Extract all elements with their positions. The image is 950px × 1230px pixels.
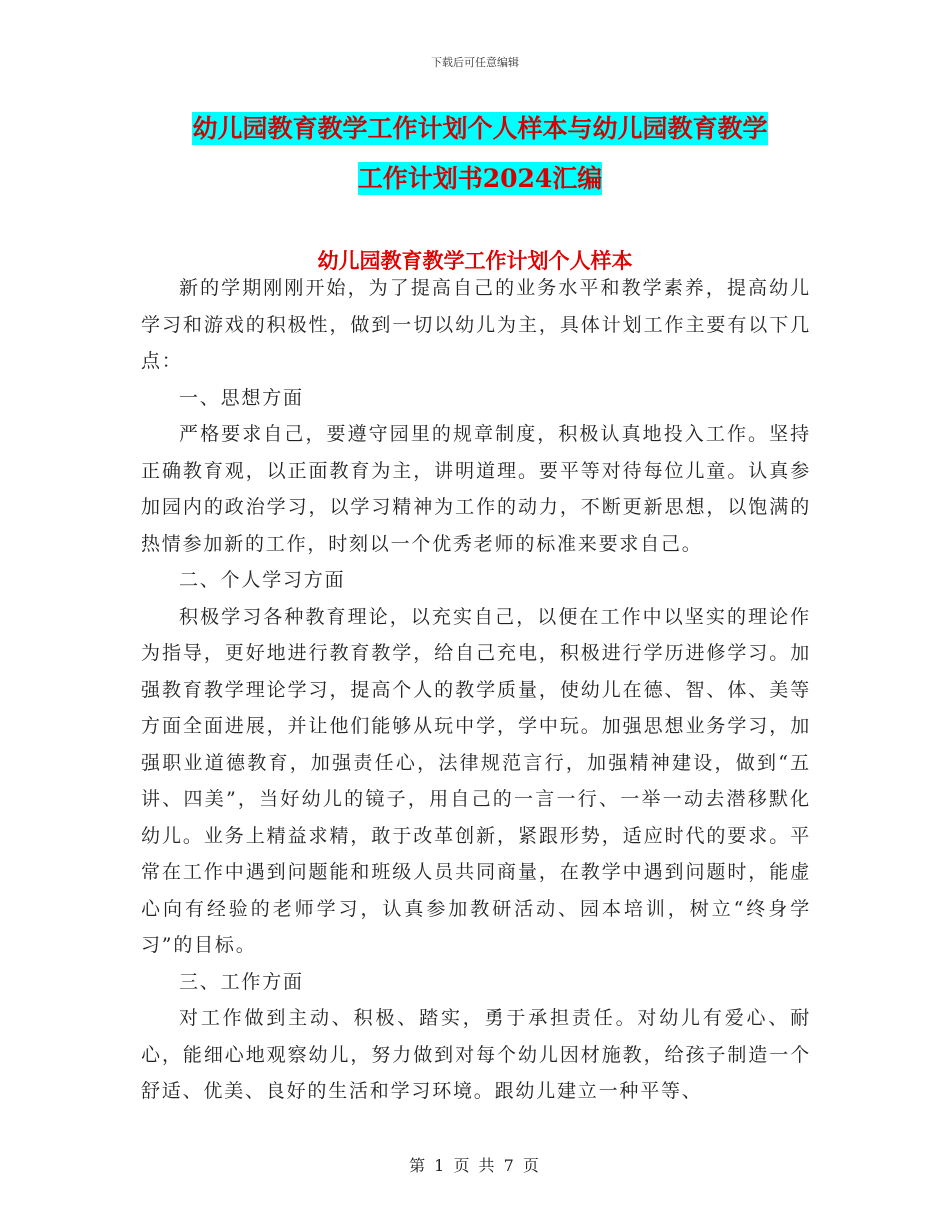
paragraph-work: 对工作做到主动、积极、踏实，勇于承担责任。对幼儿有爱心、耐心，能细心地观察幼儿，努力做到对每个幼儿因材施教，给孩子制造一个舒适、优美、良好的生活和学习环境。跟幼儿建立一种平等、 xyxy=(141,1007,811,1102)
paragraph-thought: 严格要求自己，要遵守园里的规章制度，积极认真地投入工作。坚持正确教育观，以正面教育为主，讲明道理。要平等对待每位儿童。认真参加园内的政治学习，以学习精神为工作的动力，不断更新思想，以饱满的热情参加新的工作，时刻以一个优秀老师的标准来要求自己。 xyxy=(141,423,811,555)
heading-work: 三、工作方面 xyxy=(179,970,304,993)
document-title xyxy=(140,104,820,204)
heading-study: 二、个人学习方面 xyxy=(179,569,346,591)
paragraph-study: 积极学习各种教育理论，以充实自己，以便在工作中以坚实的理论作为指导，更好地进行教育教学，给自己充电，积极进行学历进修学习。加强教育教学理论学习，提高个人的教学质量，使幼儿在德、智、体、美等方面全面进展，并让他们能够从玩中学，学中玩。加强思想业务学习，加强职业道德教育，加强责任心，法律规范言行，加强精神建设，做到“五讲、四美”，当好幼儿的镜子，用自己的一言一行、一举一动去潜移默化幼儿。业务上精益求精，敢于改革创新，紧跟形势，适应时代的要求。平常在工作中遇到问题能和班级人员共同商量，在教学中遇到问题时，能虚心向有经验的老师学习，认真参加教研活动、园本培训，树立“终身学习”的目标。 xyxy=(141,605,811,956)
page-footer: 第 1 页 共 7 页 xyxy=(409,1156,541,1175)
paragraph-intro: 新的学期刚刚开始，为了提高自己的业务水平和教学素养，提高幼儿学习和游戏的积极性，做到一切以幼儿为主，具体计划工作主要有以下几点： xyxy=(141,277,811,372)
title-line-2: 工作计划书2024汇编 xyxy=(357,164,603,193)
section-subtitle: 幼儿园教育教学工作计划个人样本 xyxy=(317,248,633,273)
title-line-1: 幼儿园教育教学工作计划个人样本与幼儿园教育教学 xyxy=(192,114,768,143)
page-header-note: 下载后可任意编辑 xyxy=(431,56,519,69)
document-body xyxy=(141,270,811,1110)
heading-thought: 一、思想方面 xyxy=(179,386,304,409)
